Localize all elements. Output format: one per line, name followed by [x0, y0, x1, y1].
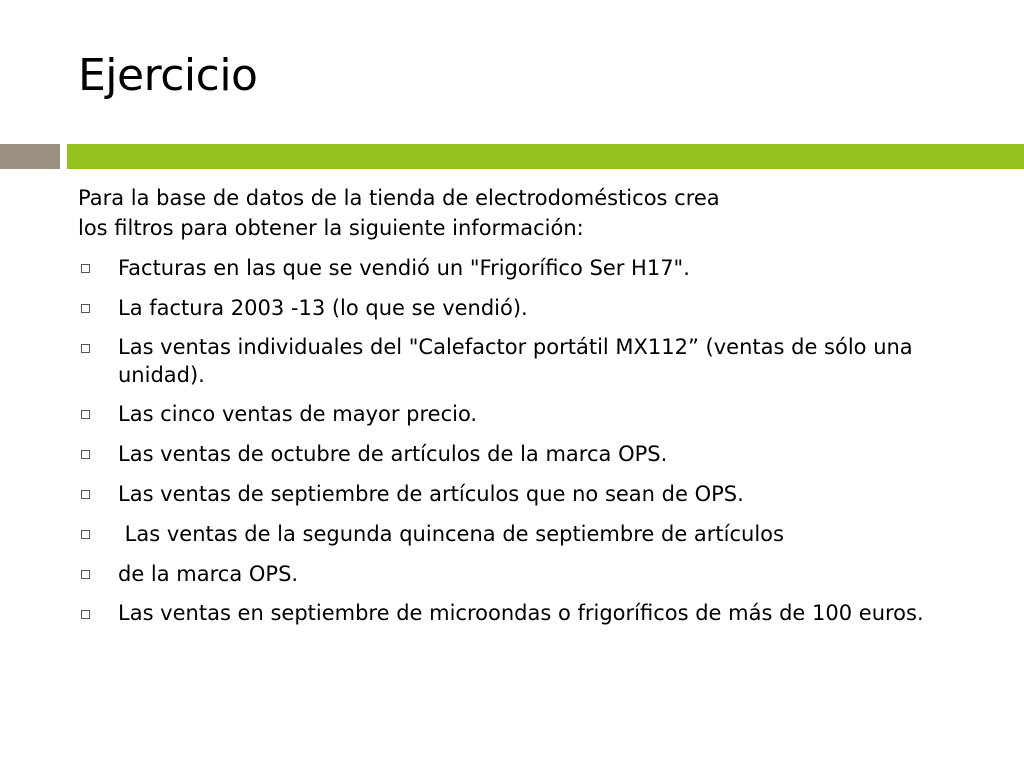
list-item-text: Las ventas en septiembre de microondas o frigoríficos de más de 100 euros. — [118, 601, 924, 625]
slide-body — [78, 183, 978, 637]
list-item — [78, 479, 978, 509]
title-underline-left-bar — [0, 144, 60, 169]
list-item — [78, 333, 978, 389]
list-item — [78, 439, 978, 469]
square-bullet-icon — [81, 344, 90, 353]
list-item-text: Las ventas individuales del "Calefactor portátil MX112” (ventas de sólo una unidad). — [118, 335, 913, 387]
list-item-text: de la marca OPS. — [118, 562, 299, 586]
list-item — [78, 293, 978, 323]
square-bullet-icon — [81, 490, 90, 499]
list-item-text: Las ventas de septiembre de artículos que no sean de OPS. — [118, 482, 744, 506]
list-item-text: Las ventas de la segunda quincena de septiembre de artículos — [118, 522, 784, 546]
list-item — [78, 399, 978, 429]
square-bullet-icon — [81, 610, 90, 619]
list-item-text: Las ventas de octubre de artículos de la marca OPS. — [118, 442, 668, 466]
square-bullet-icon — [81, 530, 90, 539]
square-bullet-icon — [81, 570, 90, 579]
intro-line-2: los filtros para obtener la siguiente información: — [78, 216, 584, 240]
square-bullet-icon — [81, 410, 90, 419]
slide-title: Ejercicio — [78, 50, 258, 101]
exercise-list — [78, 253, 978, 627]
square-bullet-icon — [81, 264, 90, 273]
intro-paragraph — [78, 183, 978, 243]
list-item-text: Las cinco ventas de mayor precio. — [118, 402, 478, 426]
list-item — [78, 253, 978, 283]
list-item-text: Facturas en las que se vendió un "Frigorífico Ser H17". — [118, 256, 690, 280]
list-item-text: La factura 2003 -13 (lo que se vendió). — [118, 296, 528, 320]
square-bullet-icon — [81, 450, 90, 459]
list-item — [78, 599, 978, 627]
intro-line-1: Para la base de datos de la tienda de electrodomésticos crea — [78, 186, 720, 210]
square-bullet-icon — [81, 304, 90, 313]
title-underline-right-bar — [67, 144, 1024, 169]
list-item — [78, 559, 978, 589]
list-item — [78, 519, 978, 549]
